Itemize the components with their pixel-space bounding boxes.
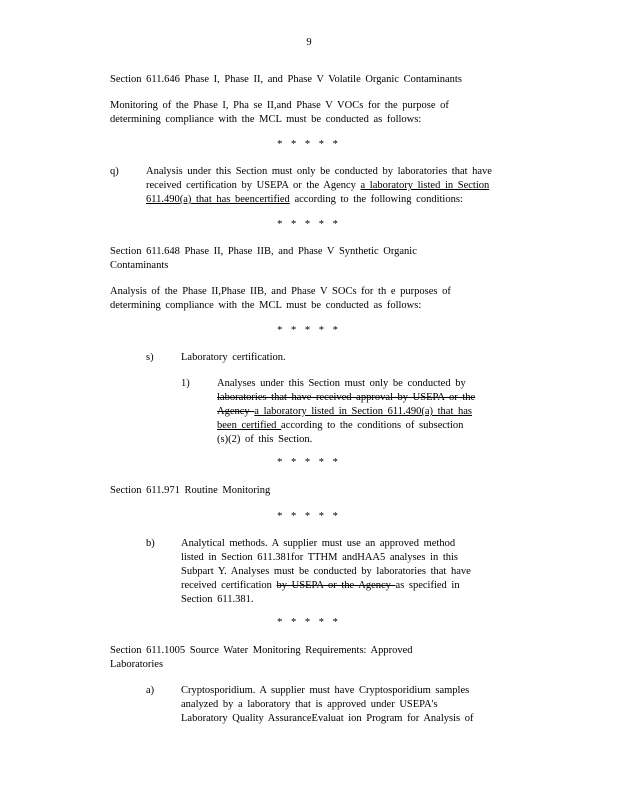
heading-line: Laboratories	[110, 659, 164, 670]
subsection-a-text	[181, 684, 473, 726]
section-611-971-heading: Section 611.971 Routine Monitoring	[110, 485, 271, 496]
text-span: received certification	[181, 580, 277, 591]
subsection-b-marker: b)	[146, 538, 155, 549]
omission-stars: * * * * *	[277, 219, 341, 230]
text-line	[146, 179, 492, 193]
text-line	[217, 405, 475, 419]
intro-line: determining compliance with the MCL must be conducted as follows:	[110, 114, 422, 125]
text-line: Section 611.381.	[181, 594, 254, 605]
struck-text: laboratories that have received approval by USEPA or the	[217, 392, 476, 403]
inserted-text: been certified	[217, 420, 282, 431]
subsection-q-marker: q)	[110, 166, 119, 177]
text-line	[181, 579, 471, 593]
heading-line: Contaminants	[110, 260, 169, 271]
inserted-text: a laboratory listed in Section	[360, 180, 490, 191]
struck-text: by USEPA or the Agency	[276, 580, 396, 591]
subsection-s-title: Laboratory certification.	[181, 352, 286, 363]
omission-stars: * * * * *	[277, 511, 341, 522]
intro-line: Analysis of the Phase II,Phase IIB, and Phase V SOCs for th e purposes of	[110, 286, 451, 297]
section-611-648-heading	[110, 245, 417, 273]
section-611-648-intro	[110, 285, 451, 313]
omission-stars: * * * * *	[277, 325, 341, 336]
text-line: (s)(2) of this Section.	[217, 434, 313, 445]
text-line: listed in Section 611.381for TTHM andHAA5 analyses in this	[181, 552, 459, 563]
struck-text: Agency	[217, 406, 255, 417]
text-line: Analytical methods. A supplier must use an approved method	[181, 538, 456, 549]
omission-stars: * * * * *	[277, 457, 341, 468]
text-span: according to the following conditions:	[289, 194, 463, 205]
heading-line: Section 611.648 Phase II, Phase IIB, and Phase V Synthetic Organic	[110, 246, 417, 257]
subsection-a-marker: a)	[146, 685, 155, 696]
text-line	[146, 193, 492, 207]
section-611-646-intro	[110, 99, 449, 127]
text-line: analyzed by a laboratory that is approved under USEPA's	[181, 699, 438, 710]
subsection-s-marker: s)	[146, 352, 154, 363]
subsection-q-text	[146, 165, 492, 207]
page-number: 9	[306, 37, 312, 48]
paragraph-1-marker: 1)	[181, 378, 190, 389]
paragraph-1-text	[217, 377, 475, 447]
text-line: Subpart Y. Analyses must be conducted by laboratories that have	[181, 566, 471, 577]
heading-line: Section 611.1005 Source Water Monitoring Requirements: Approved	[110, 645, 413, 656]
omission-stars: * * * * *	[277, 617, 341, 628]
inserted-text: a laboratory listed in Section 611.490(a) that has	[254, 406, 473, 417]
section-611-646-heading: Section 611.646 Phase I, Phase II, and Phase V Volatile Organic Contaminants	[110, 74, 462, 85]
omission-stars: * * * * *	[277, 139, 341, 150]
subsection-b-text	[181, 537, 471, 607]
text-line: Analyses under this Section must only be conducted by	[217, 378, 466, 389]
text-line	[217, 419, 475, 433]
intro-line: Monitoring of the Phase I, Pha se II,and Phase V VOCs for the purpose of	[110, 100, 449, 111]
text-span: as specified in	[395, 580, 460, 591]
text-line: Analysis under this Section must only be conducted by laboratories that have	[146, 166, 492, 177]
text-span: received certification by USEPA or the Agency	[146, 180, 361, 191]
intro-line: determining compliance with the MCL must be conducted as follows:	[110, 300, 422, 311]
text-line: Cryptosporidium. A supplier must have Cryptosporidium samples	[181, 685, 470, 696]
text-line: Laboratory Quality AssuranceEvaluat ion Program for Analysis of	[181, 713, 474, 724]
inserted-text: 611.490(a) that has beencertified	[146, 194, 290, 205]
text-span: according to the conditions of subsection	[281, 420, 464, 431]
section-611-1005-heading	[110, 644, 412, 672]
